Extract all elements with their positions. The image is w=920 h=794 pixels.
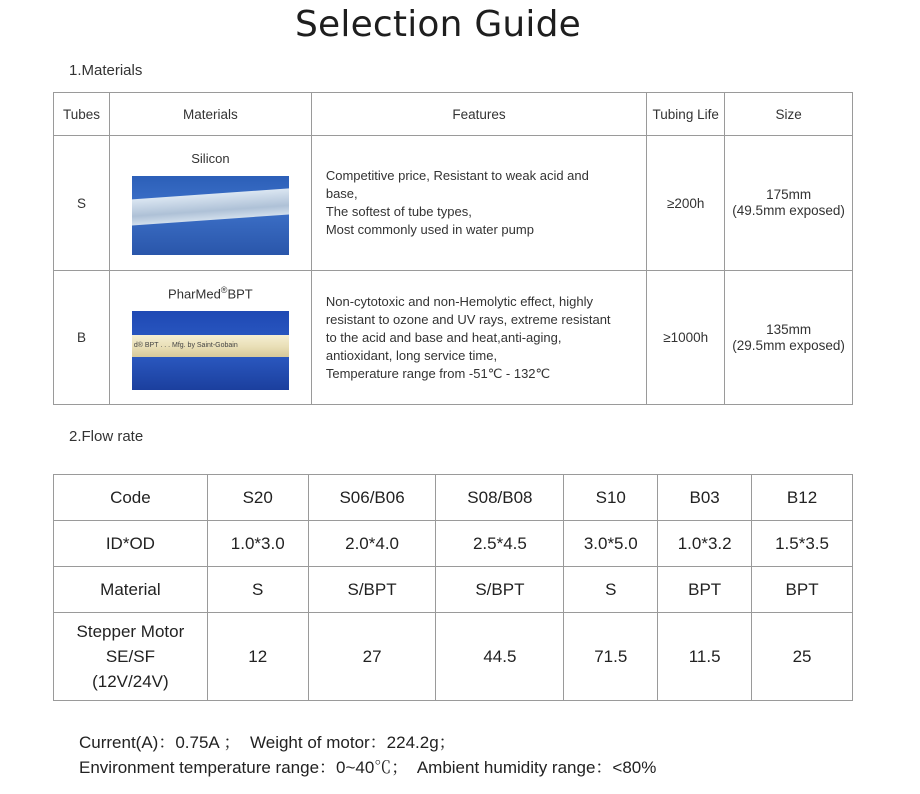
table-cell: S06/B06 <box>308 475 436 521</box>
table-cell: S08/B08 <box>436 475 564 521</box>
tubing-life: ≥1000h <box>647 271 725 405</box>
features-cell <box>311 136 646 271</box>
table-cell: 2.0*4.0 <box>308 521 436 567</box>
size-length: 175mm <box>766 187 812 202</box>
table-cell: BPT <box>658 567 752 613</box>
silicone-tube-shape <box>132 188 289 226</box>
table-cell: B03 <box>658 475 752 521</box>
table-cell: B12 <box>752 475 853 521</box>
feature-line: base, <box>325 186 358 201</box>
feature-line: Temperature range from -51℃ - 132℃ <box>325 365 551 381</box>
feature-line: The softest of tube types, <box>325 204 472 219</box>
table-cell: 1.0*3.2 <box>658 521 752 567</box>
material-name: Silicon <box>191 151 230 166</box>
page-title: Selection Guide <box>294 4 582 45</box>
flow-row-id-od <box>54 521 853 567</box>
feature-line: Non-cytotoxic and non-Hemolytic effect, highly <box>325 293 593 309</box>
bpt-tube-print: d® BPT . . . Mfg. by Saint-Gobain <box>132 335 289 357</box>
materials-row-s <box>54 136 853 271</box>
footer-environment: Environment temperature range：0~40℃； Ambient humidity range：<80% <box>79 758 657 777</box>
table-cell: 1.5*3.5 <box>752 521 853 567</box>
table-cell: S <box>564 567 658 613</box>
table-cell: BPT <box>752 567 853 613</box>
row-label-line: SE/SF <box>105 647 155 666</box>
materials-row-b <box>54 271 853 405</box>
feature-line: Competitive price, Resistant to weak acid and <box>325 168 589 183</box>
header-size: Size <box>725 93 853 136</box>
header-materials: Materials <box>109 93 311 136</box>
materials-section-label: 1.Materials <box>69 62 143 79</box>
table-cell: S20 <box>207 475 308 521</box>
material-name: PharMed <box>168 286 221 302</box>
table-cell: 2.5*4.5 <box>436 521 564 567</box>
header-tubing-life: Tubing Life <box>647 93 725 136</box>
table-cell: 11.5 <box>658 613 752 701</box>
table-cell: 1.0*3.0 <box>207 521 308 567</box>
row-label <box>54 613 208 701</box>
row-label-line: (12V/24V) <box>92 672 169 691</box>
header-features: Features <box>311 93 646 136</box>
table-cell: 71.5 <box>564 613 658 701</box>
flow-section-label: 2.Flow rate <box>69 428 144 445</box>
row-label: Code <box>54 475 208 521</box>
table-cell: 3.0*5.0 <box>564 521 658 567</box>
table-cell: S/BPT <box>308 567 436 613</box>
tubing-life: ≥200h <box>647 136 725 271</box>
tube-code: S <box>54 136 110 271</box>
size-exposed: (49.5mm exposed) <box>732 203 845 218</box>
features-cell <box>311 271 646 405</box>
size-cell <box>725 271 853 405</box>
materials-table <box>53 92 853 405</box>
row-label: ID*OD <box>54 521 208 567</box>
silicone-tube-image <box>132 176 289 255</box>
table-cell: S10 <box>564 475 658 521</box>
flow-row-material <box>54 567 853 613</box>
feature-line: to the acid and base and heat,anti-aging, <box>325 329 562 345</box>
footer-current-weight: Current(A)：0.75A ； Weight of motor：224.2g； <box>79 733 456 752</box>
material-name-wrap <box>110 285 311 301</box>
material-cell <box>109 271 311 405</box>
size-length: 135mm <box>766 321 812 337</box>
table-cell: S/BPT <box>436 567 564 613</box>
table-cell: S <box>207 567 308 613</box>
table-cell: 12 <box>207 613 308 701</box>
flow-row-stepper-motor <box>54 613 853 701</box>
table-cell: 44.5 <box>436 613 564 701</box>
table-cell: 27 <box>308 613 436 701</box>
tube-code: B <box>54 271 110 405</box>
row-label: Material <box>54 567 208 613</box>
materials-header-row <box>54 93 853 136</box>
size-exposed: (29.5mm exposed) <box>732 337 845 353</box>
feature-line: resistant to ozone and UV rays, extreme resistant <box>325 311 611 327</box>
row-label-line: Stepper Motor <box>76 622 185 641</box>
registered-mark: ® <box>220 284 228 295</box>
flow-row-code <box>54 475 853 521</box>
flow-rate-table <box>53 474 853 701</box>
feature-line: antioxidant, long service time, <box>325 347 498 363</box>
material-suffix: BPT <box>227 286 253 302</box>
header-tubes: Tubes <box>54 93 110 136</box>
material-cell <box>109 136 311 271</box>
size-cell <box>725 136 853 271</box>
feature-line: Most commonly used in water pump <box>325 222 534 237</box>
bpt-tube-image <box>132 311 289 390</box>
table-cell: 25 <box>752 613 853 701</box>
